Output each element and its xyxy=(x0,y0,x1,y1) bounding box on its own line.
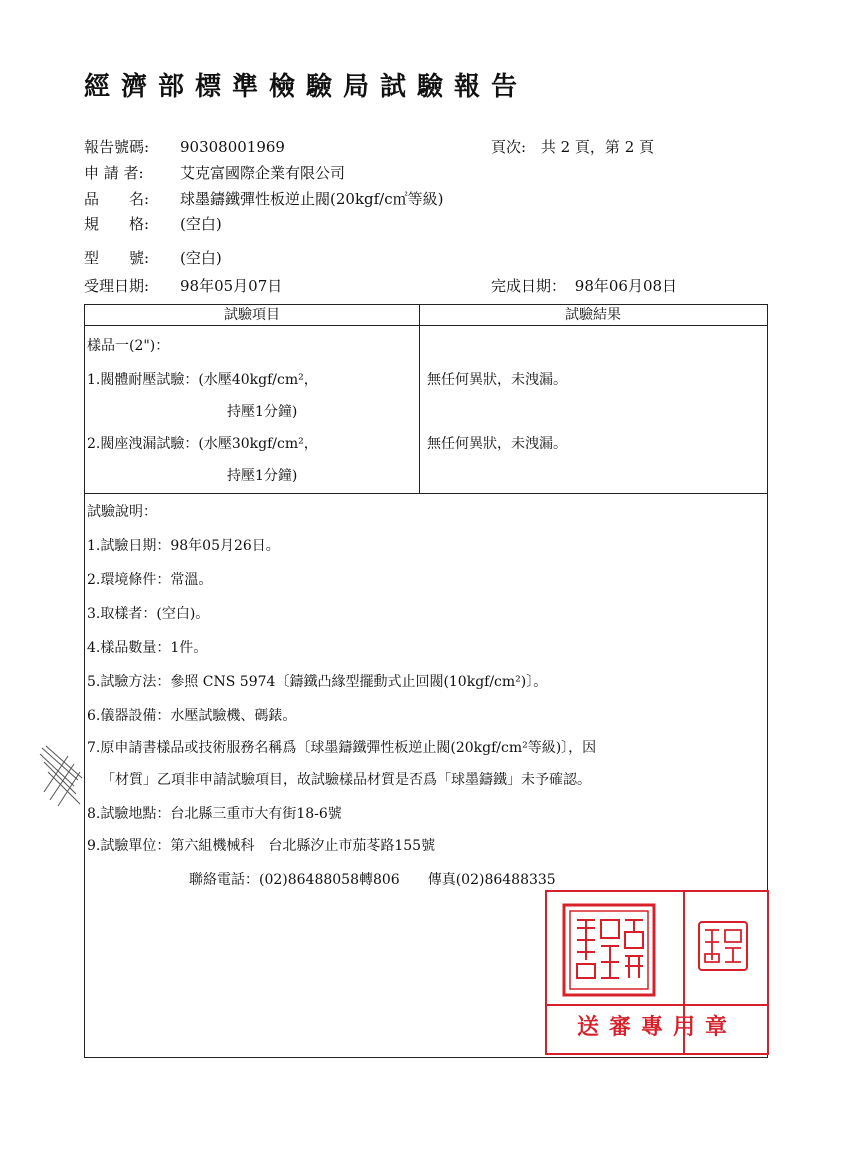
completed-date: 98年06月08日 xyxy=(574,277,678,295)
spec-value: (空白) xyxy=(180,215,222,233)
contact-info: 聯絡電話：(02)86488058轉806 傳真(02)86488335 xyxy=(189,872,556,888)
product-value: 球墨鑄鐵彈性板逆止閥(20kgf/c㎡等級) xyxy=(180,190,444,208)
column-divider xyxy=(419,305,420,493)
test-result-1: 無任何異狀，未洩漏。 xyxy=(427,372,567,388)
page-info xyxy=(491,136,654,157)
section-divider xyxy=(85,493,767,494)
completed-date-label: 完成日期： xyxy=(491,277,567,295)
spec-label: 規 格: xyxy=(84,215,150,233)
review-stamp xyxy=(545,890,769,1055)
margin-scribble xyxy=(38,742,84,812)
note-3: 3.取樣者：(空白)。 xyxy=(87,606,210,622)
note-6: 6.儀器設備：水壓試驗機、碼錶。 xyxy=(87,708,297,724)
note-9: 9.試驗單位：第六組機械科 台北縣汐止市茄苳路155號 xyxy=(87,838,436,854)
test-item-2-duration: 持壓1分鐘) xyxy=(227,468,298,484)
model-value: (空白) xyxy=(180,249,222,267)
note-5: 5.試驗方法：參照 CNS 5974〔鑄鐵凸緣型擺動式止回閥(10kgf/cm²)〕。 xyxy=(87,674,548,690)
received-date: 98年05月07日 xyxy=(180,277,283,295)
test-item-2: 2.閥座洩漏試驗：(水壓30kgf/cm²， xyxy=(87,436,318,452)
product-label: 品 名: xyxy=(84,190,150,208)
col-header-results: 試驗結果 xyxy=(565,307,621,323)
test-result-2: 無任何異狀，未洩漏。 xyxy=(427,436,567,452)
sample-label: 樣品一(2")： xyxy=(87,338,170,354)
test-item-1-duration: 持壓1分鐘) xyxy=(227,404,298,420)
product-row xyxy=(84,188,444,209)
note-7: 7.原申請書樣品或技術服務名稱爲〔球墨鑄鐵彈性板逆止閥(20kgf/cm²等級)〕，因 xyxy=(87,740,597,756)
received-date-label: 受理日期: xyxy=(84,277,150,295)
test-item-1: 1.閥體耐壓試驗：(水壓40kgf/cm²， xyxy=(87,372,318,388)
report-number-label: 報告號碼: xyxy=(84,138,150,156)
note-8: 8.試驗地點：台北縣三重市大有街18-6號 xyxy=(87,806,342,822)
applicant-row xyxy=(84,162,345,183)
model-row xyxy=(84,247,222,268)
spec-row xyxy=(84,213,222,234)
received-date-row xyxy=(84,275,282,296)
col-header-items: 試驗項目 xyxy=(224,307,280,323)
note-2: 2.環境條件：常溫。 xyxy=(87,572,213,588)
note-4: 4.樣品數量：1件。 xyxy=(87,640,208,656)
personal-seal-image xyxy=(697,920,749,972)
report-number: 90308001969 xyxy=(180,138,285,156)
header-divider xyxy=(85,325,767,326)
applicant-label: 申 請 者: xyxy=(84,164,144,182)
note-7-continued: 「材質」乙項非申請試驗項目，故試驗樣品材質是否爲「球墨鑄鐵」未予確認。 xyxy=(101,772,591,788)
report-title: 經濟部標準檢驗局試驗報告 xyxy=(84,72,529,102)
completed-date-row xyxy=(491,275,677,296)
note-1: 1.試驗日期：98年05月26日。 xyxy=(87,538,280,554)
page-value: 共 2 頁，第 2 頁 xyxy=(540,138,655,156)
notes-heading: 試驗說明： xyxy=(87,504,157,520)
official-seal-image xyxy=(561,902,657,998)
applicant-value: 艾克富國際企業有限公司 xyxy=(180,164,346,182)
stamp-label: 送審專用章 xyxy=(576,1014,737,1040)
stamp-bar xyxy=(547,1004,767,1006)
report-number-row xyxy=(84,136,285,157)
page-label: 頁次: xyxy=(491,138,527,156)
model-label: 型 號: xyxy=(84,249,150,267)
